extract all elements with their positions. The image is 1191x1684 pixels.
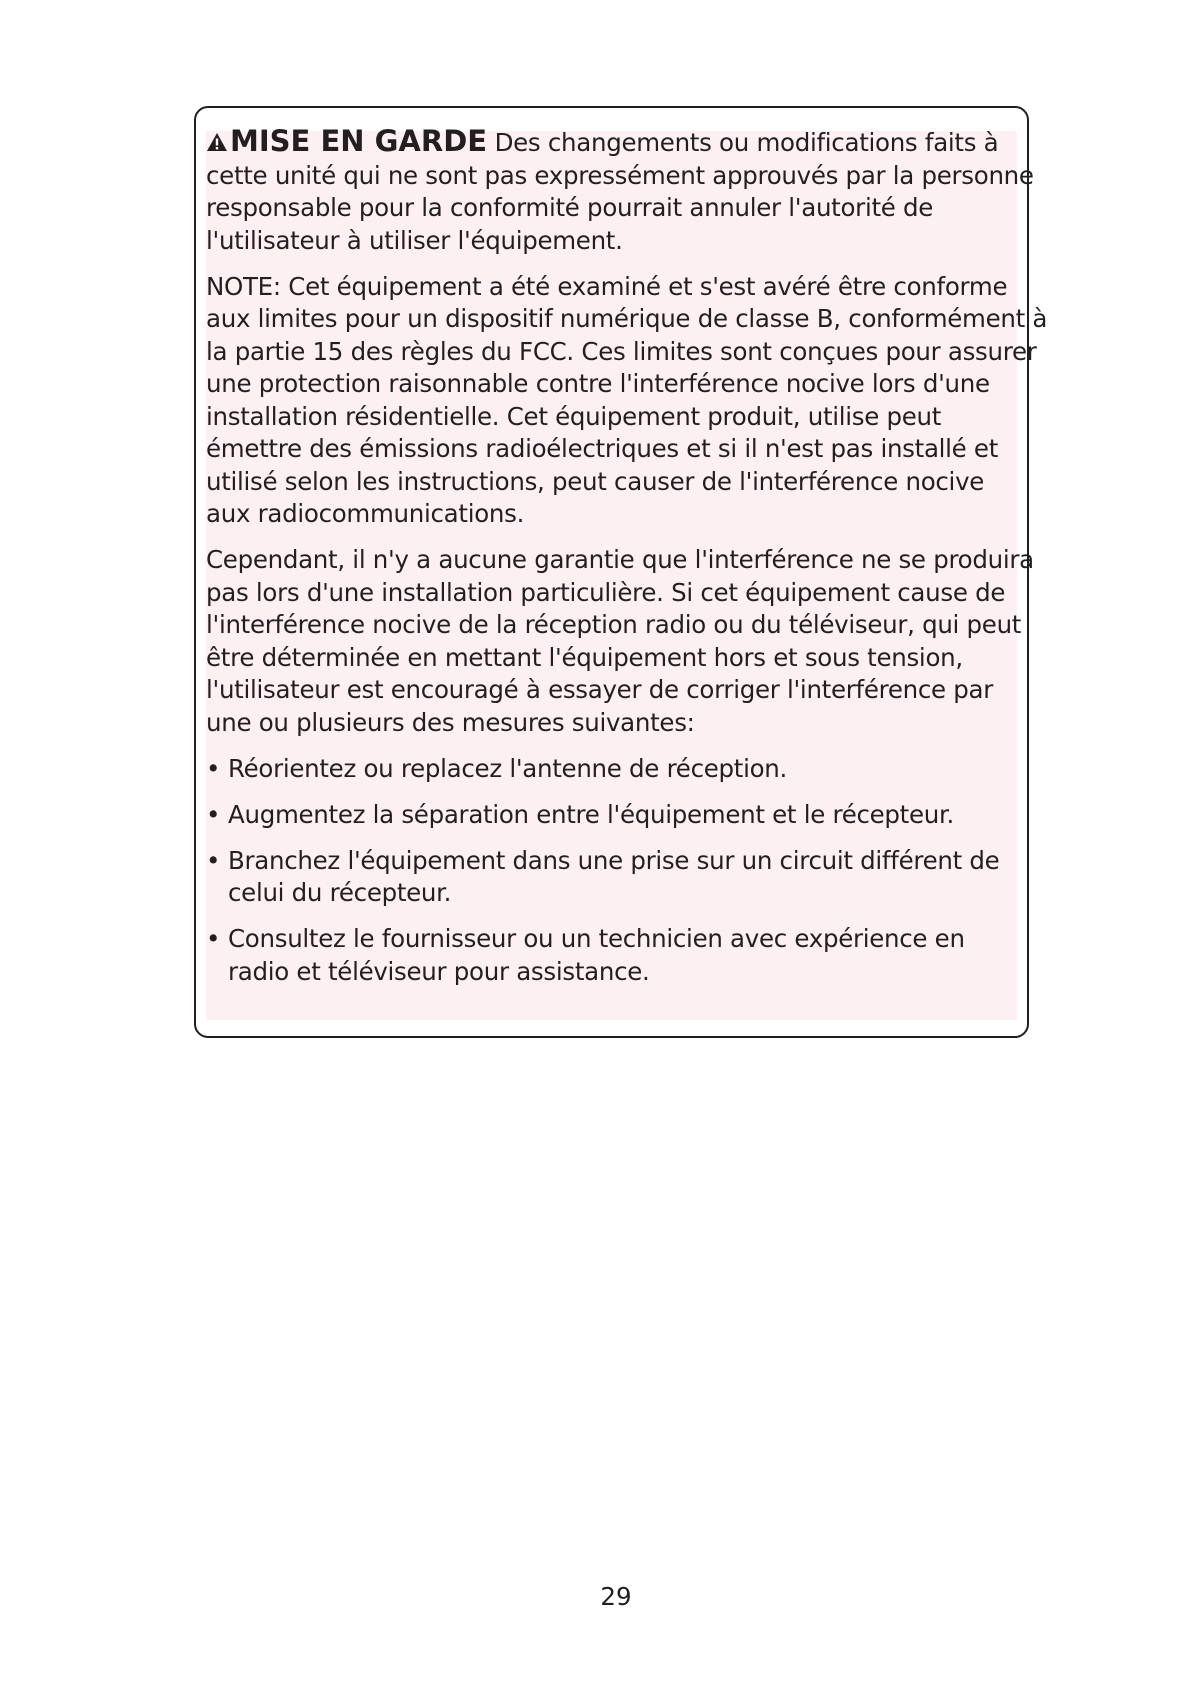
warning-line: Des changements ou modifications faits à — [494, 128, 999, 157]
warning-line: responsable pour la conformité pourrait annuler l'autorité de — [206, 193, 934, 222]
measure-item — [206, 799, 1026, 832]
warning-paragraph — [206, 124, 1034, 257]
note-line: émettre des émissions radioélectriques et si il n'est pas installé et — [206, 434, 999, 463]
bullet-icon: • — [206, 753, 221, 783]
note-line: aux limites pour un dispositif numérique de classe B, conformément à — [206, 304, 1048, 333]
however-line: être déterminée en mettant l'équipement hors et sous tension, — [206, 642, 963, 672]
measure-line: celui du récepteur. — [228, 878, 452, 907]
bullet-icon: • — [206, 924, 221, 953]
note-line: NOTE: Cet équipement a été examiné et s'est avéré être conforme — [206, 271, 1008, 301]
measure-line: Branchez l'équipement dans une prise sur un circuit différent de — [228, 845, 1000, 875]
warning-triangle-icon — [206, 132, 228, 152]
measure-item — [206, 753, 1026, 786]
measure-line: Réorientez ou replacez l'antenne de réception. — [228, 753, 787, 783]
however-line: l'interférence nocive de la réception radio ou du téléviseur, qui peut — [206, 610, 1022, 639]
however-line: l'utilisateur est encouragé à essayer de corriger l'interférence par — [206, 675, 994, 704]
measure-item — [206, 923, 1026, 988]
note-line: la partie 15 des règles du FCC. Ces limites sont conçues pour assurer — [206, 336, 1037, 366]
note-line: aux radiocommunications. — [206, 499, 525, 528]
warning-first-line — [206, 125, 1026, 160]
warning-line: cette unité qui ne sont pas expressément approuvés par la personne — [206, 160, 1034, 190]
note-line: une protection raisonnable contre l'interférence nocive lors d'une — [206, 369, 990, 398]
note-line: utilisé selon les instructions, peut causer de l'interférence nocive — [206, 466, 985, 496]
note-paragraph — [206, 271, 1048, 531]
measure-line: radio et téléviseur pour assistance. — [228, 956, 650, 986]
bullet-icon: • — [206, 845, 221, 875]
measure-line: Augmentez la séparation entre l'équipement et le récepteur. — [228, 799, 954, 829]
page-number: 29 — [600, 1582, 632, 1611]
warning-heading-text: MISE EN GARDE — [230, 124, 488, 158]
however-line: Cependant, il n'y a aucune garantie que l'interférence ne se produira — [206, 545, 1034, 574]
bullet-icon: • — [206, 799, 221, 829]
notice-text — [206, 124, 1048, 1002]
note-line: installation résidentielle. Cet équipement produit, utilise peut — [206, 401, 942, 431]
measure-item — [206, 845, 1026, 910]
however-paragraph — [206, 544, 1034, 739]
warning-heading — [206, 124, 487, 158]
however-line: pas lors d'une installation particulière. Si cet équipement cause de — [206, 577, 1006, 607]
warning-line: l'utilisateur à utiliser l'équipement. — [206, 225, 623, 255]
measure-line: Consultez le fournisseur ou un technicien avec expérience en — [228, 924, 965, 953]
however-line: une ou plusieurs des mesures suivantes: — [206, 707, 695, 737]
